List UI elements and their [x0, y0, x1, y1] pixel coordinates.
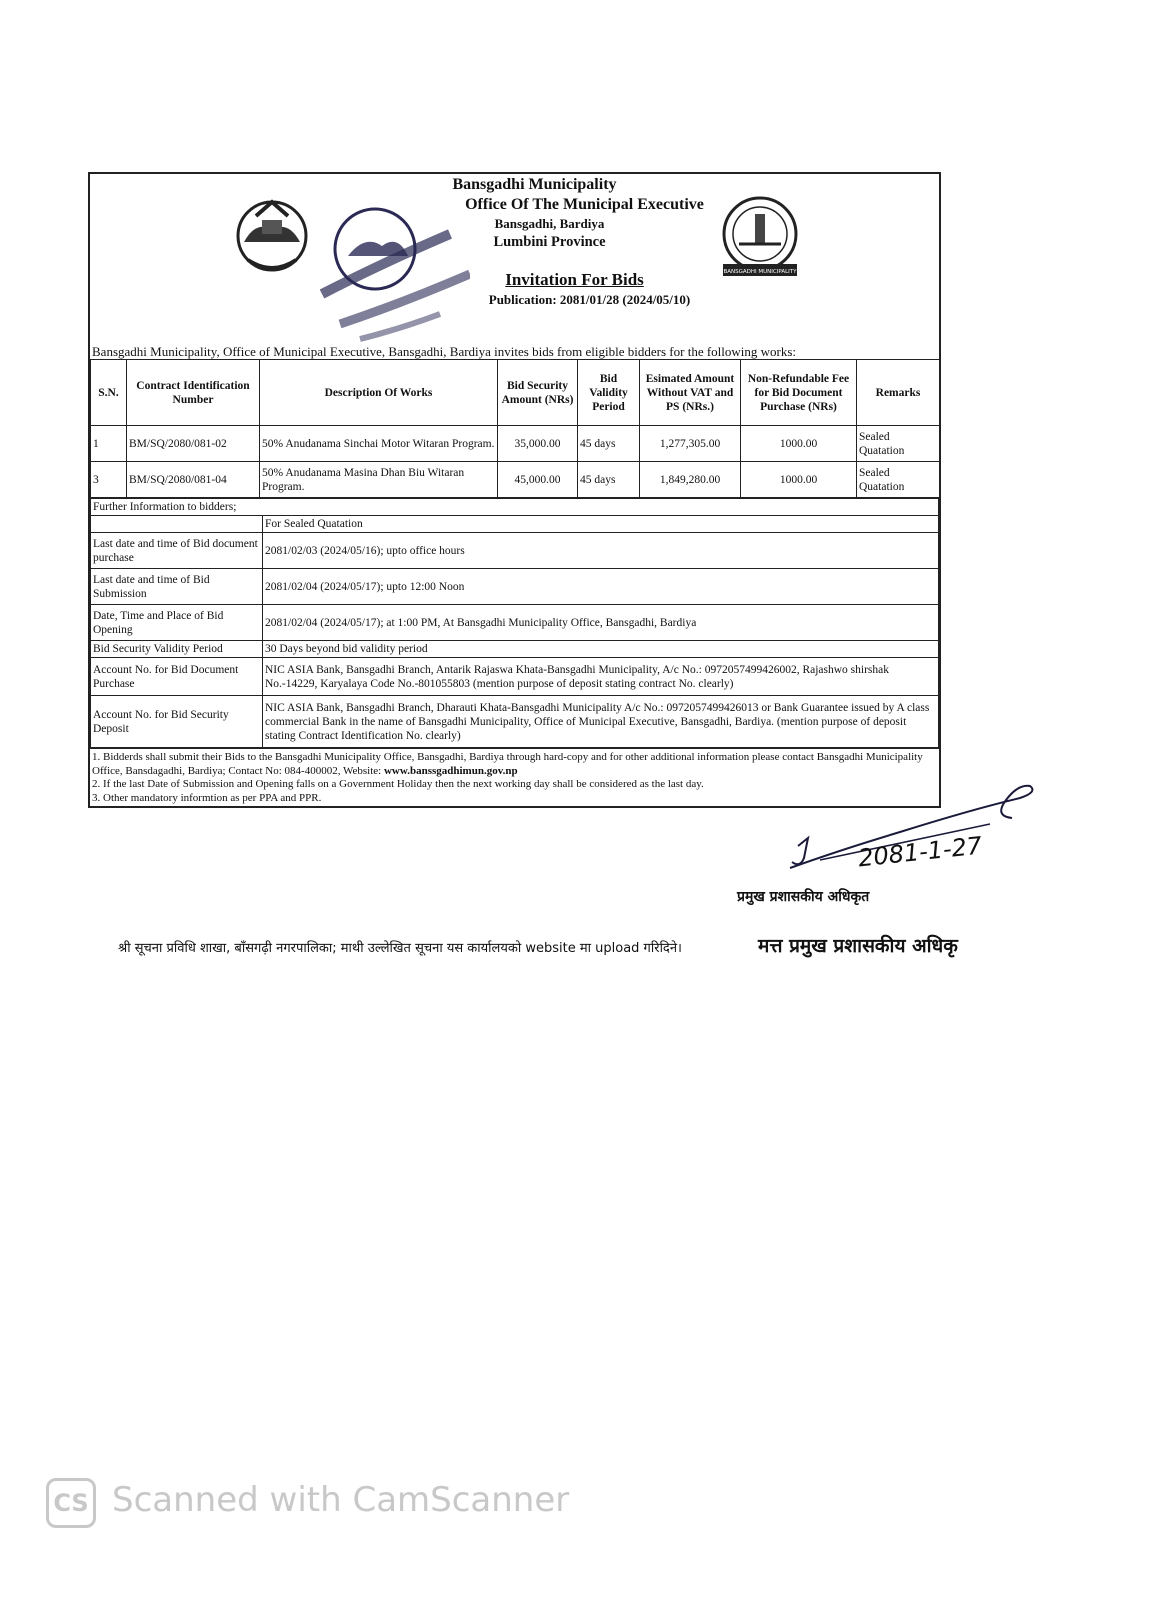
table-row: [91, 462, 940, 498]
further-info-subheading: For Sealed Quatation: [263, 516, 939, 533]
info-value: NIC ASIA Bank, Bansgadhi Branch, Dharauti Khata-Bansgadhi Municipality A/c No.: 0972057499426013 or Bank Guarantee issued by A class commercial Bank in the name of Bansgadhi Municipality, Office of Municipal Executive, Bansgadhi, Bardiya. (mention purpose of deposit stating Contract Identification No. clearly): [263, 696, 939, 748]
info-row: [91, 605, 939, 641]
info-label: Date, Time and Place of Bid Opening: [91, 605, 263, 641]
cell-validity: 45 days: [578, 426, 640, 462]
info-row: [91, 696, 939, 748]
info-row: [91, 641, 939, 658]
further-info-heading: Further Information to bidders;: [91, 499, 939, 516]
info-label: Last date and time of Bid document purchase: [91, 533, 263, 569]
org-name: Bansgadhi Municipality: [452, 176, 617, 193]
cell-remarks: Sealed Quatation: [857, 426, 940, 462]
info-value: 2081/02/04 (2024/05/17); at 1:00 PM, At Bansgadhi Municipality Office, Bansgadhi, Bardiya: [263, 605, 939, 641]
cell-sn: 1: [91, 426, 127, 462]
signature-date: 2081-1-27: [856, 831, 984, 873]
cell-fee: 1000.00: [741, 426, 857, 462]
col-header: Bid Validity Period: [578, 360, 640, 426]
website-link[interactable]: www.banssgadhimun.gov.np: [383, 764, 518, 777]
intro-text: Bansgadhi Municipality, Office of Municipal Executive, Bansgadhi, Bardiya invites bids from eligible bidders for the following works:: [92, 344, 797, 359]
note-2: 2. If the last Date of Submission and Opening falls on a Government Holiday then the next working day shall be considered as the last day.: [92, 778, 704, 790]
info-value: 2081/02/03 (2024/05/16); upto office hours: [263, 533, 939, 569]
col-header: Remarks: [857, 360, 940, 426]
info-row: [91, 569, 939, 605]
info-label: Account No. for Bid Document Purchase: [91, 658, 263, 696]
info-value: 30 Days beyond bid validity period: [263, 641, 939, 658]
footer-stamp-text: मत्त प्रमुख प्रशासकीय अधिकृ: [758, 935, 958, 957]
address: Bansgadhi, Bardiya: [494, 216, 605, 231]
notice-title: Invitation For Bids: [505, 270, 644, 289]
cell-estimated-amount: 1,849,280.00: [640, 462, 741, 498]
cell-description: 50% Anudanama Masina Dhan Biu Witaran Program.: [260, 462, 498, 498]
camscanner-logo-icon: CS: [46, 1478, 96, 1528]
cell-sn: 3: [91, 462, 127, 498]
col-header: Contract Identification Number: [127, 360, 260, 426]
publication-date: Publication: 2081/01/28 (2024/05/10): [488, 292, 691, 307]
signature-title: प्रमुख प्रशासकीय अधिकृत: [737, 889, 870, 905]
info-row: [91, 658, 939, 696]
cell-fee: 1000.00: [741, 462, 857, 498]
note-1-text: 1. Bidderds shall submit their Bids to the Bansgadhi Municipality Office, Bansgadhi, Bardiya through hard-copy and for other additional information please contact Bansgadhi Municipality Office, Bansdagadhi, Bardiya; Contact No: 084-400002, Website:: [92, 751, 923, 777]
col-header: Non-Refundable Fee for Bid Document Purchase (NRs): [741, 360, 857, 426]
info-value: 2081/02/04 (2024/05/17); upto 12:00 Noon: [263, 569, 939, 605]
note-1: [92, 751, 937, 778]
info-value: NIC ASIA Bank, Bansgadhi Branch, Antarik Rajaswa Khata-Bansgadhi Municipality, A/c No.: 0972057499426002, Rajashwo shirshak No.-14229, Karyalaya Code No.-801055803 (mention purpose of deposit stating contract No. clearly): [263, 658, 939, 696]
col-header: Bid Security Amount (NRs): [498, 360, 578, 426]
info-label-empty: [91, 516, 263, 533]
info-label: Bid Security Validity Period: [91, 641, 263, 658]
note-3: 3. Other mandatory informtion as per PPA and PPR.: [92, 791, 322, 804]
works-table: [90, 359, 940, 498]
col-header: Esimated Amount Without VAT and PS (NRs.): [640, 360, 741, 426]
cell-remarks: Sealed Quatation: [857, 462, 940, 498]
cell-bid-security: 35,000.00: [498, 426, 578, 462]
cell-bid-security: 45,000.00: [498, 462, 578, 498]
bid-notice: [88, 172, 941, 808]
info-row: [91, 533, 939, 569]
cell-description: 50% Anudanama Sinchai Motor Witaran Program.: [260, 426, 498, 462]
info-label: Last date and time of Bid Submission: [91, 569, 263, 605]
cell-validity: 45 days: [578, 462, 640, 498]
table-header-row: [91, 360, 940, 426]
cell-estimated-amount: 1,277,305.00: [640, 426, 741, 462]
notice-header: [90, 174, 939, 344]
camscanner-watermark: Scanned with CamScanner: [112, 1480, 570, 1520]
table-row: [91, 426, 940, 462]
cell-contract-id: BM/SQ/2080/081-04: [127, 462, 260, 498]
cell-contract-id: BM/SQ/2080/081-02: [127, 426, 260, 462]
seal-ribbon-text: BANSGADHI MUNICIPALITY: [723, 269, 797, 275]
office-name: Office Of The Municipal Executive: [465, 196, 704, 213]
footer-instruction: श्री सूचना प्रविधि शाखा, बाँसगढ़ी नगरपालिका; माथी उल्लेखित सूचना यस कार्यालयको website मा upload गरिदिने।: [118, 941, 682, 956]
col-header: Description Of Works: [260, 360, 498, 426]
province: Lumbini Province: [493, 234, 606, 250]
further-info-table: [90, 498, 939, 748]
info-label: Account No. for Bid Security Deposit: [91, 696, 263, 748]
col-header: S.N.: [91, 360, 127, 426]
